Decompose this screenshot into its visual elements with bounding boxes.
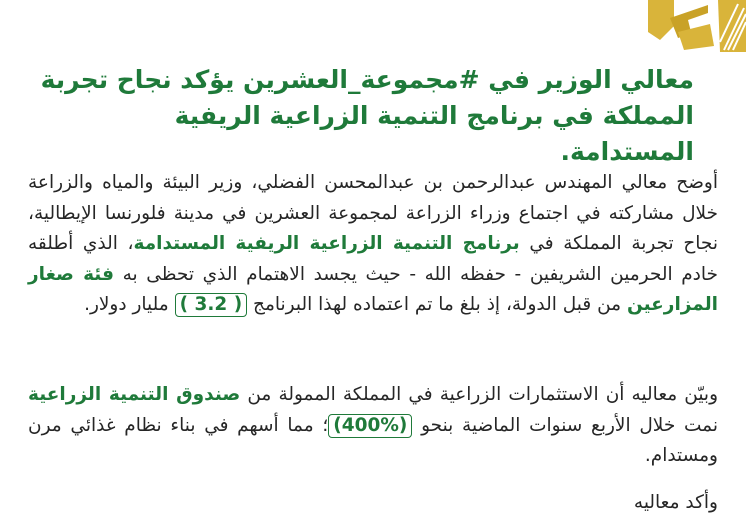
paragraph-2-text-a: وبيّن معاليه أن الاستثمارات الزراعية في المملكة الممولة من [240, 384, 719, 405]
fund-highlight: صندوق التنمية الزراعية [28, 384, 241, 405]
paragraph-2-text-b: نمت خلال الأربع سنوات الماضية بنحو [412, 414, 719, 436]
paragraph-1-text-d: مليار دولار. [84, 294, 175, 315]
paragraph-3 [28, 488, 718, 519]
small-farmers-highlight: فئة صغار المزارعين [28, 263, 718, 315]
paragraph-1-text-c: من قبل الدولة، إذ بلغ ما تم اعتماده لهذا البرنامج [247, 294, 627, 315]
percent-badge: (400%) [328, 414, 412, 438]
paragraph-1-text-b: ، الذي أطلقه خادم الحرمين الشريفين - حفظه الله - حيث يجسد الاهتمام الذي تحظى به [28, 233, 718, 285]
paragraph-1-text-a: أوضح معالي المهندس عبدالرحمن بن عبدالمحسن الفضلي، وزير البيئة والمياه والزراعة خلال مشاركته في اجتماع وزراء الزراعة لمجموعة العشرين في مدينة فلورنسا الإيطالية، نجاح تجربة المملكة في [28, 172, 718, 254]
paragraph-1 [28, 168, 718, 321]
amount-badge: ( 3.2 ) [175, 293, 248, 317]
paragraph-2-text-c: ؛ مما أسهم في بناء نظام غذائي مرن ومستدام. [28, 414, 718, 466]
program-highlight: برنامج التنمية الزراعية الريفية المستدامة [133, 233, 520, 254]
headline-line-1: معالي الوزير في #مجموعة_العشرين يؤكد نجاح تجربة [40, 65, 694, 94]
ministry-logo-icon [648, 0, 746, 52]
headline-line-2: المملكة في برنامج التنمية الزراعية الريفية المستدامة. [174, 101, 694, 166]
paragraph-3-text: وأكد معاليه [633, 492, 718, 513]
headline [34, 62, 694, 170]
paragraph-2 [28, 380, 718, 472]
